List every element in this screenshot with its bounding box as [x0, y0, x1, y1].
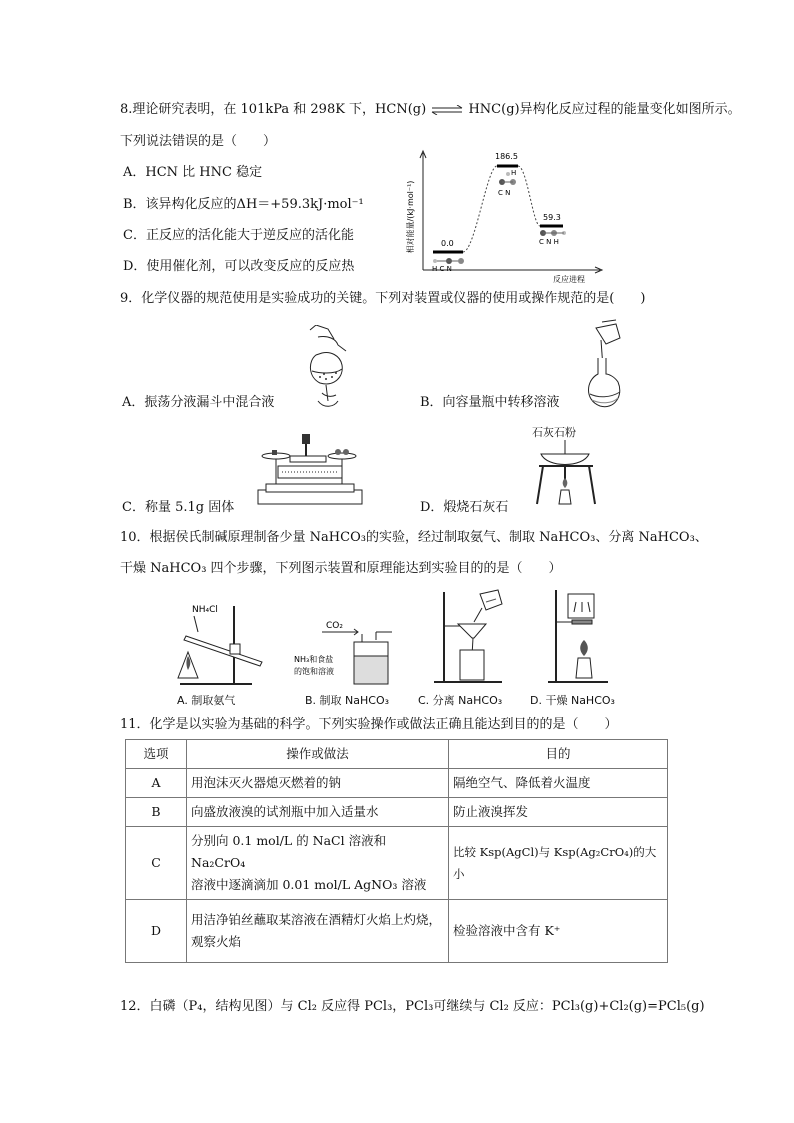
row-goal: 比较 Ksp(AgCl)与 Ksp(Ag₂CrO₄)的大小	[449, 827, 668, 900]
q9-option-b[interactable]: B．向容量瓶中转移溶液	[420, 395, 560, 410]
value-start: 0.0	[441, 239, 454, 248]
energy-profile-diagram	[405, 145, 615, 285]
q10-caption-a[interactable]: A. 制取氨气	[177, 694, 236, 707]
row-option: B	[126, 798, 187, 827]
volumetric-flask-transfer-figure	[578, 318, 628, 414]
filtration-apparatus-figure	[432, 586, 508, 688]
row-option: D	[126, 900, 187, 963]
q11-stem: 11．化学是以实验为基础的科学。下列实验操作或做法正确且能达到目的的是（ ）	[120, 717, 618, 732]
label-ts-bottom: C N	[498, 189, 511, 197]
crucible-on-tripod-figure	[533, 438, 599, 508]
header-goal: 目的	[449, 740, 668, 769]
nh3-brine-label-1: NH₃和食盐	[294, 655, 334, 664]
equilibrium-arrow-icon	[431, 105, 463, 115]
co2-label: CO₂	[326, 621, 343, 631]
row-operation: 向盛放液溴的试剂瓶中加入适量水	[187, 798, 449, 827]
table-row[interactable]	[126, 798, 668, 827]
label-end: C N H	[539, 238, 559, 246]
limestone-powder-label: 石灰石粉	[532, 426, 576, 439]
q8-option-b[interactable]: B．该异构化反应的ΔH＝+59.3kJ·mol⁻¹	[123, 197, 364, 212]
row-operation-line1: 分别向 0.1 mol/L 的 NaCl 溶液和 Na₂CrO₄	[191, 833, 387, 870]
q10-caption-c[interactable]: C. 分离 NaHCO₃	[418, 694, 503, 707]
row-option: C	[126, 827, 187, 900]
row-operation-line1: 用洁净铂丝蘸取某溶液在酒精灯火焰上灼烧，	[191, 912, 442, 927]
y-axis-label: 相对能量/(kJ·mol⁻¹)	[406, 180, 415, 254]
q10-stem-line2: 干燥 NaHCO₃ 四个步骤，下列图示装置和原理能达到实验目的的是（ ）	[120, 561, 562, 576]
value-end: 59.3	[543, 213, 561, 222]
table-row[interactable]	[126, 769, 668, 798]
q8-question: 下列说法错误的是（ ）	[120, 134, 277, 149]
q9-option-d[interactable]: D．煅烧石灰石	[420, 500, 509, 515]
table-row[interactable]	[126, 827, 668, 900]
row-goal: 隔绝空气、降低着火温度	[449, 769, 668, 798]
ammonia-generation-apparatus-figure	[172, 592, 272, 688]
hcn-molecule-icon	[433, 258, 464, 264]
q8-option-a[interactable]: A．HCN 比 HNC 稳定	[123, 165, 263, 180]
row-operation	[187, 900, 449, 963]
balance-scale-figure	[256, 432, 364, 506]
table-header-row	[126, 740, 668, 769]
q9-stem: 9．化学仪器的规范使用是实验成功的关键。下列对装置或仪器的使用或操作规范的是( )	[120, 291, 646, 306]
row-operation	[187, 827, 449, 900]
q8-option-d[interactable]: D．使用催化剂，可以改变反应的反应热	[123, 259, 355, 274]
table-row[interactable]	[126, 900, 668, 963]
label-ts-top: H	[511, 169, 517, 177]
q8-option-c[interactable]: C．正反应的活化能大于逆反应的活化能	[123, 228, 354, 243]
x-axis-label: 反应进程	[553, 275, 585, 284]
q10-stem-line1: 10．根据侯氏制碱原理制备少量 NaHCO₃的实验，经过制取氨气、制取 NaHCO₃、分离 NaHCO₃、	[120, 530, 708, 545]
row-operation: 用泡沫灭火器熄灭燃着的钠	[187, 769, 449, 798]
header-operation: 操作或做法	[187, 740, 449, 769]
q10-caption-d[interactable]: D. 干燥 NaHCO₃	[530, 694, 615, 707]
row-goal: 防止液溴挥发	[449, 798, 668, 827]
header-option: 选项	[126, 740, 187, 769]
q10-caption-b[interactable]: B. 制取 NaHCO₃	[305, 694, 390, 707]
row-operation-line2: 观察火焰	[191, 934, 242, 949]
row-goal: 检验溶液中含有 K⁺	[449, 900, 668, 963]
row-option: A	[126, 769, 187, 798]
nh3-brine-label-2: 的饱和溶液	[294, 667, 334, 676]
separatory-funnel-shaking-figure	[298, 325, 356, 410]
q11-table	[125, 739, 668, 963]
q9-option-a[interactable]: A．振荡分液漏斗中混合液	[122, 395, 275, 410]
q8-stem-line1: 8.理论研究表明，在 101kPa 和 298K 下，HCN(g) HNC(g)异构化反应过程的能量变化如图所示。	[120, 102, 741, 117]
q9-option-c[interactable]: C．称量 5.1g 固体	[122, 500, 235, 515]
nahco3-preparation-apparatus-figure	[292, 618, 404, 688]
hnc-molecule-icon	[540, 230, 566, 236]
value-ts: 186.5	[495, 152, 518, 161]
nh4cl-label: NH₄Cl	[192, 605, 218, 615]
label-start: H C N	[432, 265, 452, 273]
drying-apparatus-figure	[546, 584, 612, 688]
q12-stem: 12．白磷（P₄，结构见图）与 Cl₂ 反应得 PCl₃，PCl₃可继续与 Cl₂ 反应：PCl₃(g)+Cl₂(g)=PCl₅(g)	[120, 999, 705, 1014]
row-operation-line2: 溶液中逐滴滴加 0.01 mol/L AgNO₃ 溶液	[191, 877, 427, 892]
